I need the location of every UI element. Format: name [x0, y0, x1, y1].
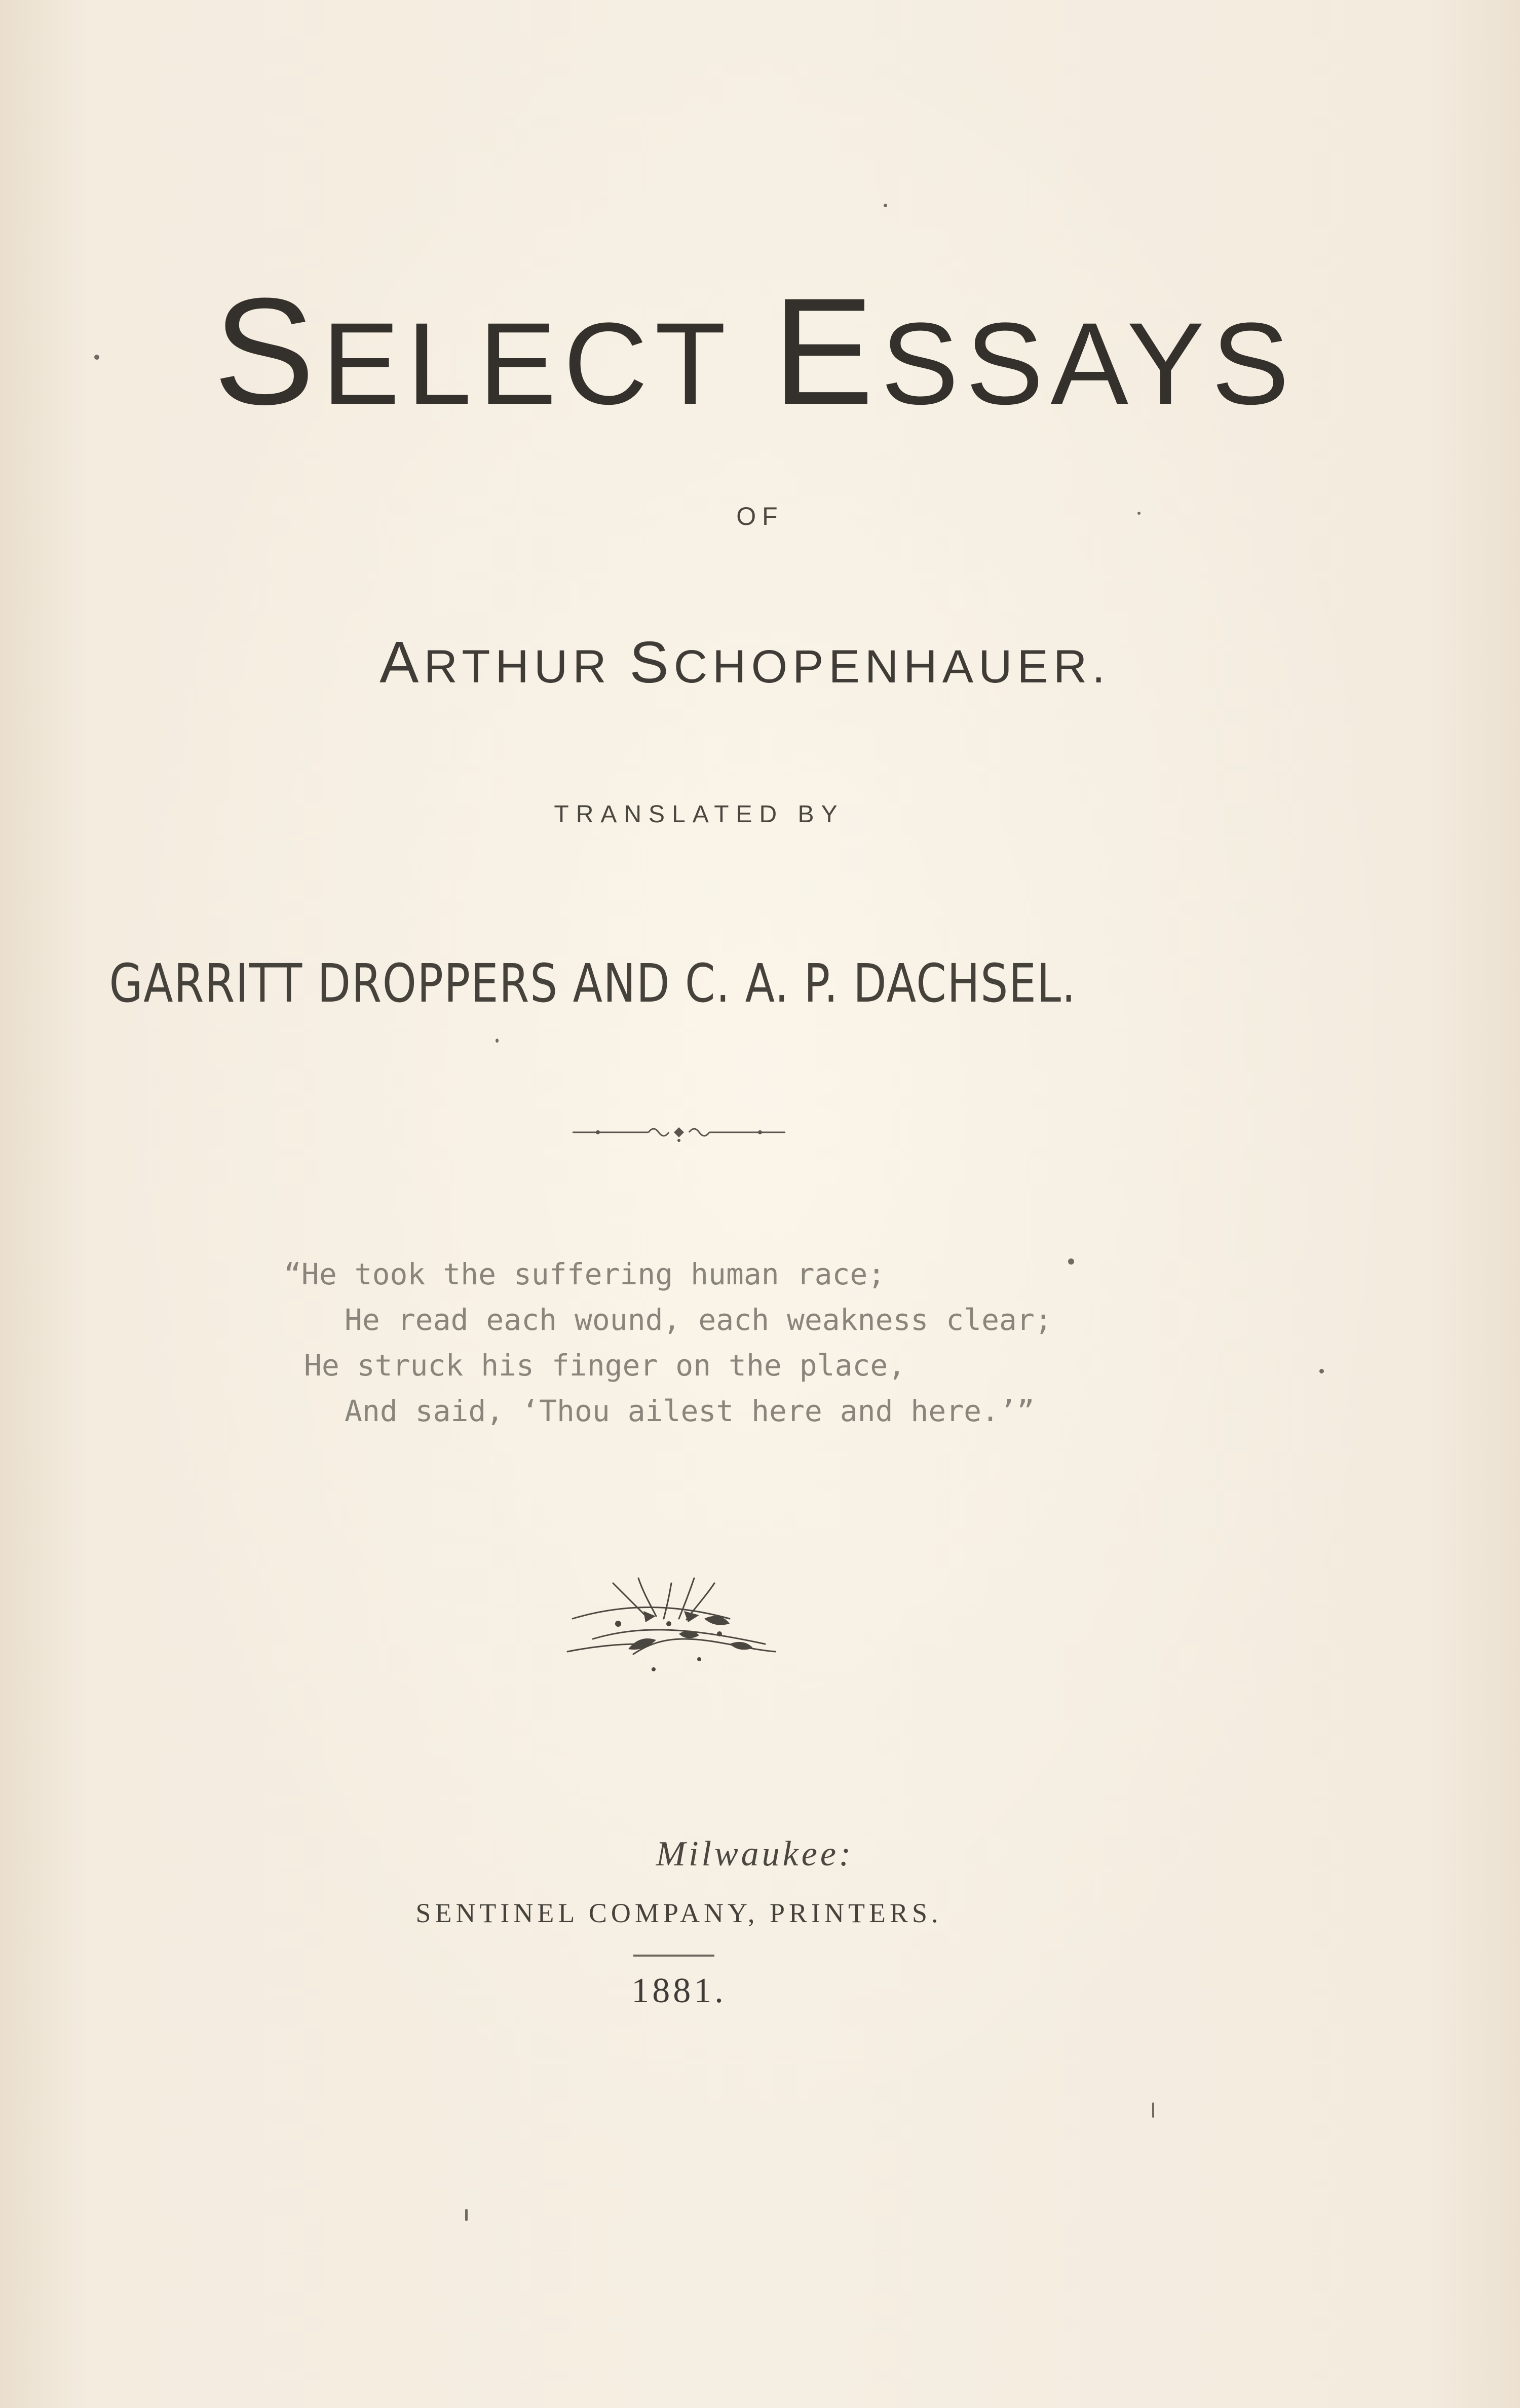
title-word-select: ELECT: [322, 298, 733, 429]
title-initial-s: S: [213, 266, 322, 436]
title-initial-e: E: [772, 266, 881, 436]
author-initial-s: S: [629, 629, 674, 695]
imprint-city: Milwaukee:: [656, 1834, 854, 1874]
paper-speck: [884, 204, 887, 207]
dotted-rule-ornament-icon: [573, 1122, 785, 1142]
imprint-year: 1881.: [631, 1971, 727, 2010]
imprint-printer: SENTINEL COMPANY, PRINTERS.: [415, 1898, 942, 1928]
translated-by-label: TRANSLATED BY: [554, 801, 845, 828]
book-title: [0, 263, 1515, 439]
author-initial-a: A: [379, 629, 424, 695]
imprint-divider: [633, 1955, 714, 1957]
paper-speck: [1152, 2103, 1154, 2118]
paper-speck: [496, 1039, 499, 1043]
epigraph-line: He struck his finger on the place,: [304, 1348, 906, 1383]
floral-flourish-icon: [562, 1563, 795, 1679]
author-last-name: CHOPENHAUER.: [673, 641, 1110, 693]
author-name: [0, 628, 1505, 696]
epigraph-line: “He took the suffering human race;: [284, 1257, 886, 1291]
epigraph-line: He read each wound, each weakness clear;: [345, 1303, 1052, 1337]
epigraph: [274, 1251, 1052, 1434]
of-label: OF: [736, 502, 784, 530]
paper-speck: [1137, 512, 1141, 515]
translators-names: GARRITT DROPPERS AND C. A. P. DACHSEL.: [109, 952, 1077, 1014]
epigraph-line: And said, ‘Thou ailest here and here.’”: [345, 1394, 1035, 1428]
paper-speck: [1068, 1258, 1074, 1265]
title-word-essays: SSAYS: [881, 298, 1297, 429]
paper-speck: [94, 355, 99, 360]
paper-speck: [1319, 1369, 1324, 1373]
paper-speck: [465, 2209, 468, 2221]
author-first-name: RTHUR: [424, 641, 612, 693]
